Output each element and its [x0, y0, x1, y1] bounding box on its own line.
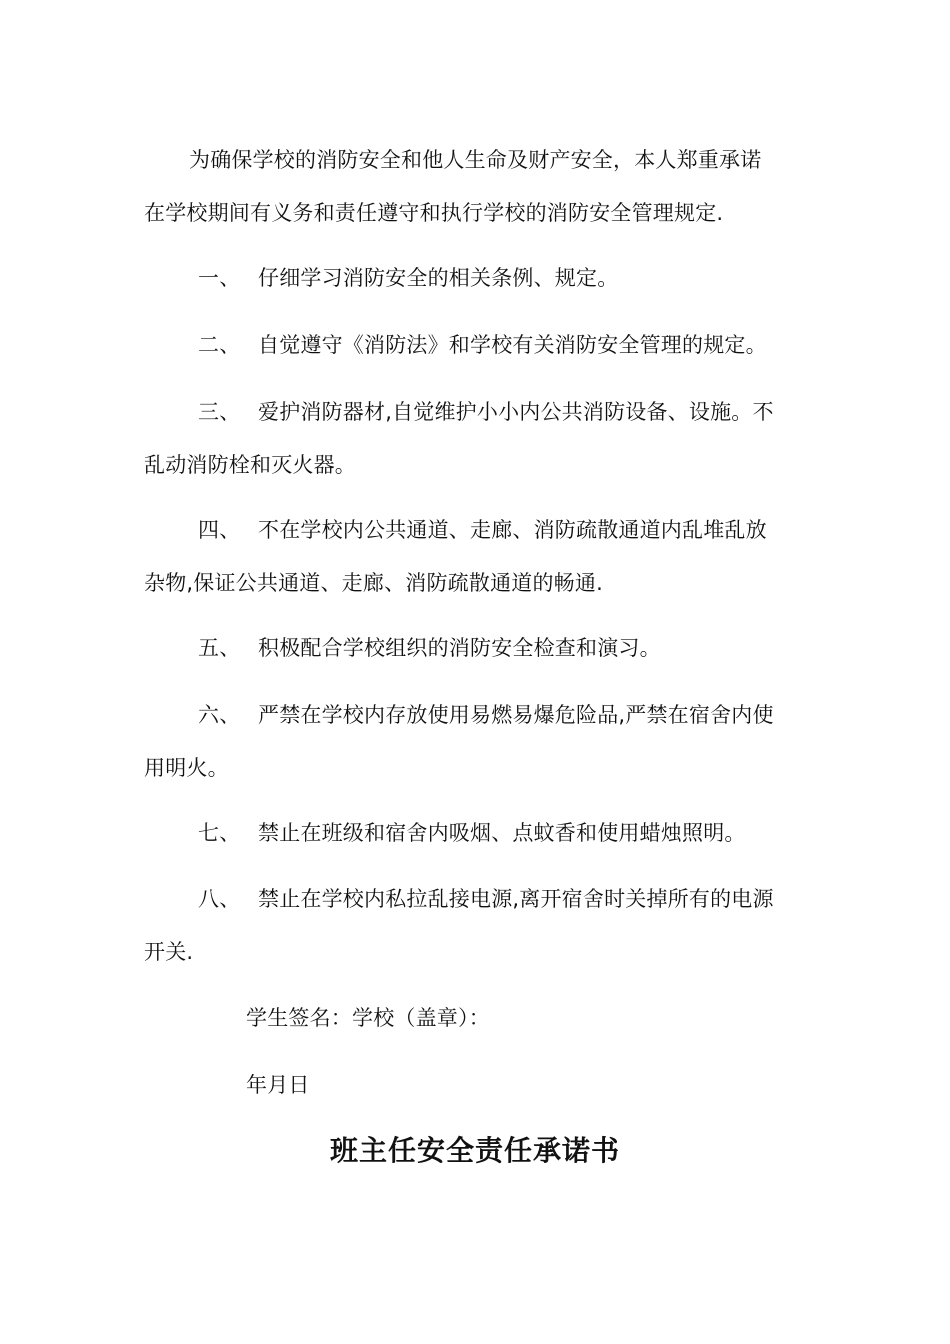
item-text: 爱护消防器材,自觉维护小小内公共消防设备、设施。不	[258, 400, 774, 424]
item-text: 不在学校内公共通道、走廊、消防疏散通道内乱堆乱放	[258, 518, 767, 542]
item-text: 禁止在班级和宿舍内吸烟、点蚊香和使用蜡烛照明。	[258, 821, 746, 845]
date-line: 年月日	[246, 1073, 310, 1097]
list-item-5	[198, 634, 661, 662]
item-number: 七、	[198, 821, 241, 845]
list-item-4	[198, 516, 767, 544]
item-text: 自觉遵守《消防法》和学校有关消防安全管理的规定。	[258, 333, 767, 357]
list-item-6-continuation: 用明火。	[144, 756, 229, 780]
list-item-1	[198, 264, 618, 292]
list-item-6	[198, 701, 774, 729]
signature-line: 学生签名：学校（盖章）：	[246, 1006, 490, 1030]
list-item-7	[198, 819, 746, 847]
list-item-8	[198, 885, 774, 913]
item-text: 积极配合学校组织的消防安全检查和演习。	[258, 636, 661, 660]
section-title: 班主任安全责任承诺书	[329, 1134, 620, 1167]
item-text: 禁止在学校内私拉乱接电源,离开宿舍时关掉所有的电源	[258, 887, 774, 911]
item-number: 五、	[198, 636, 241, 660]
list-item-2	[198, 331, 767, 359]
item-number: 六、	[198, 703, 241, 727]
item-number: 二、	[198, 333, 241, 357]
item-text: 仔细学习消防安全的相关条例、规定。	[258, 266, 619, 290]
item-text: 严禁在学校内存放使用易燃易爆危险品,严禁在宿舍内使	[258, 703, 774, 727]
intro-line-1: 为确保学校的消防安全和他人生命及财产安全，本人郑重承诺	[189, 148, 762, 172]
item-number: 一、	[198, 266, 241, 290]
intro-line-2: 在学校期间有义务和责任遵守和执行学校的消防安全管理规定.	[144, 201, 724, 225]
list-item-8-continuation: 开关.	[144, 940, 194, 964]
list-item-3-continuation: 乱动消防栓和灭火器。	[144, 453, 356, 477]
item-number: 四、	[198, 518, 241, 542]
list-item-3	[198, 398, 774, 426]
item-number: 八、	[198, 887, 241, 911]
list-item-4-continuation: 杂物,保证公共通道、走廊、消防疏散通道的畅通.	[144, 571, 603, 595]
item-number: 三、	[198, 400, 241, 424]
